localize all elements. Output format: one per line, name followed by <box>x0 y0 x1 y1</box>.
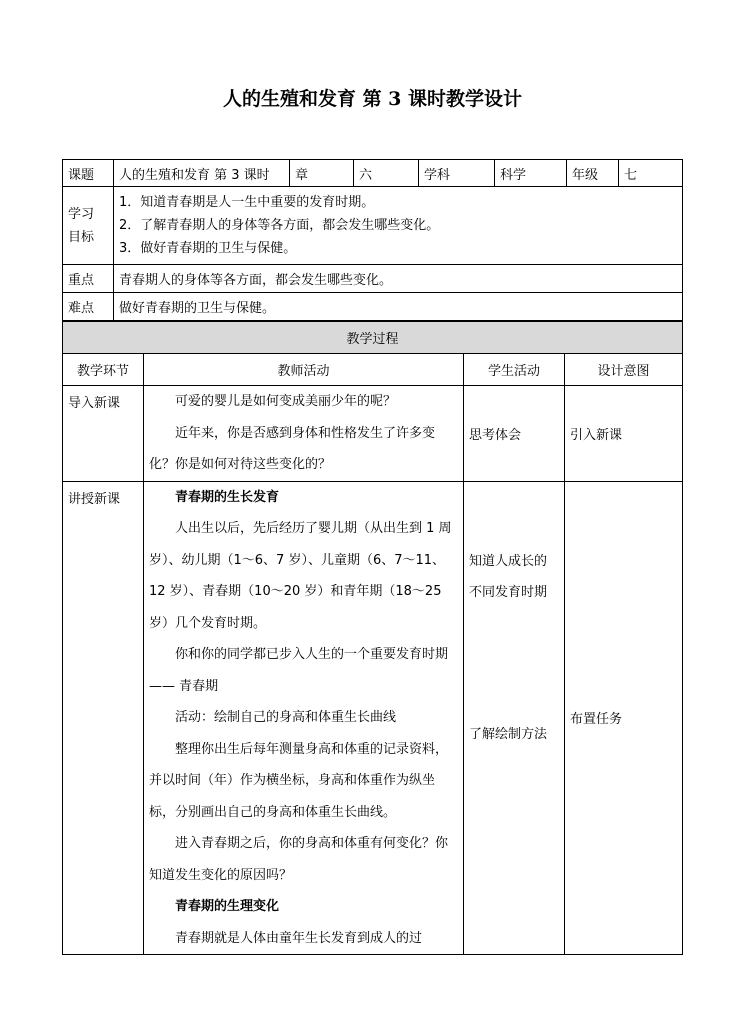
process-heading: 教学过程 <box>63 322 683 354</box>
chapter-value: 六 <box>354 160 419 187</box>
teacher-paragraph: 整理你出生后每年测量身高和体重的记录资料，并以时间（年）作为横坐标，身高和体重作为纵坐标，分别画出自己的身高和体重生长曲线。 <box>149 741 449 820</box>
teacher-paragraph: 人出生以后，先后经历了婴儿期（从出生到 1 周岁）、幼儿期（1～6、7 岁）、儿童期（6、7～11、12 岁）、青春期（10～20 岁）和青年期（18～25 岁）几个发育时期。 <box>149 521 452 631</box>
process-column-row <box>63 354 683 386</box>
goals-label-line2: 目标 <box>68 229 95 245</box>
student-cell <box>464 481 565 955</box>
subject-label: 学科 <box>419 160 495 187</box>
key-point-label: 重点 <box>63 265 114 293</box>
lesson-header-row <box>63 160 683 187</box>
teacher-subheading: 青春期的生理变化 <box>175 899 280 914</box>
goals-row <box>63 187 683 265</box>
teacher-cell <box>144 481 464 955</box>
intent-cell: 引入新课 <box>565 386 683 482</box>
teacher-cell <box>144 386 464 482</box>
teacher-paragraph: 进入青春期之后，你的身高和体重有何变化？你知道发生变化的原因吗？ <box>149 836 449 883</box>
goal-item: 2．了解青春期人的身体等各方面，都会发生哪些变化。 <box>119 218 440 233</box>
lesson-info-table <box>62 159 683 321</box>
process-heading-row <box>63 322 683 354</box>
process-row-intro <box>63 386 683 482</box>
process-table <box>62 321 683 955</box>
column-teacher: 教师活动 <box>144 354 464 386</box>
teacher-paragraph: 你和你的同学都已步入人生的一个重要发育时期—— 青春期 <box>149 647 449 694</box>
goal-item: 1．知道青春期是人一生中重要的发育时期。 <box>119 195 375 210</box>
teacher-paragraph: 活动：绘制自己的身高和体重生长曲线 <box>175 710 397 725</box>
difficulty-value: 做好青春期的卫生与保健。 <box>114 293 683 321</box>
chapter-label: 章 <box>290 160 354 187</box>
stage-cell: 讲授新课 <box>63 481 144 955</box>
lesson-value: 人的生殖和发育 第 3 课时 <box>114 160 290 187</box>
intent-cell: 布置任务 <box>565 481 683 955</box>
lesson-label: 课题 <box>63 160 114 187</box>
teacher-paragraph: 青春期就是人体由童年生长发育到成人的过 <box>175 930 423 946</box>
teacher-paragraph: 近年来，你是否感到身体和性格发生了许多变化？你是如何对待这些变化的？ <box>149 425 436 472</box>
subject-value: 科学 <box>495 160 567 187</box>
column-stage: 教学环节 <box>63 354 144 386</box>
grade-label: 年级 <box>567 160 619 187</box>
key-point-row <box>63 265 683 293</box>
column-intent: 设计意图 <box>565 354 683 386</box>
grade-value: 七 <box>619 160 683 187</box>
teacher-subheading: 青春期的生长发育 <box>175 489 280 505</box>
goals-label-line1: 学习 <box>68 206 95 222</box>
goal-item: 3．做好青春期的卫生与保健。 <box>119 241 297 256</box>
goals-list <box>114 187 683 265</box>
teacher-paragraph: 可爱的婴儿是如何变成美丽少年的呢？ <box>175 394 397 409</box>
stage-cell: 导入新课 <box>63 386 144 482</box>
student-activity: 知道人成长的不同发育时期 <box>469 553 548 600</box>
student-activity: 了解绘制方法 <box>469 726 548 742</box>
difficulty-row <box>63 293 683 321</box>
page-title: 人的生殖和发育 第 3 课时教学设计 <box>222 88 523 110</box>
difficulty-label: 难点 <box>63 293 114 321</box>
key-point-value: 青春期人的身体等各方面，都会发生哪些变化。 <box>114 265 683 293</box>
process-row-main <box>63 481 683 955</box>
goals-label <box>63 187 114 265</box>
student-cell: 思考体会 <box>464 386 565 482</box>
column-student: 学生活动 <box>464 354 565 386</box>
